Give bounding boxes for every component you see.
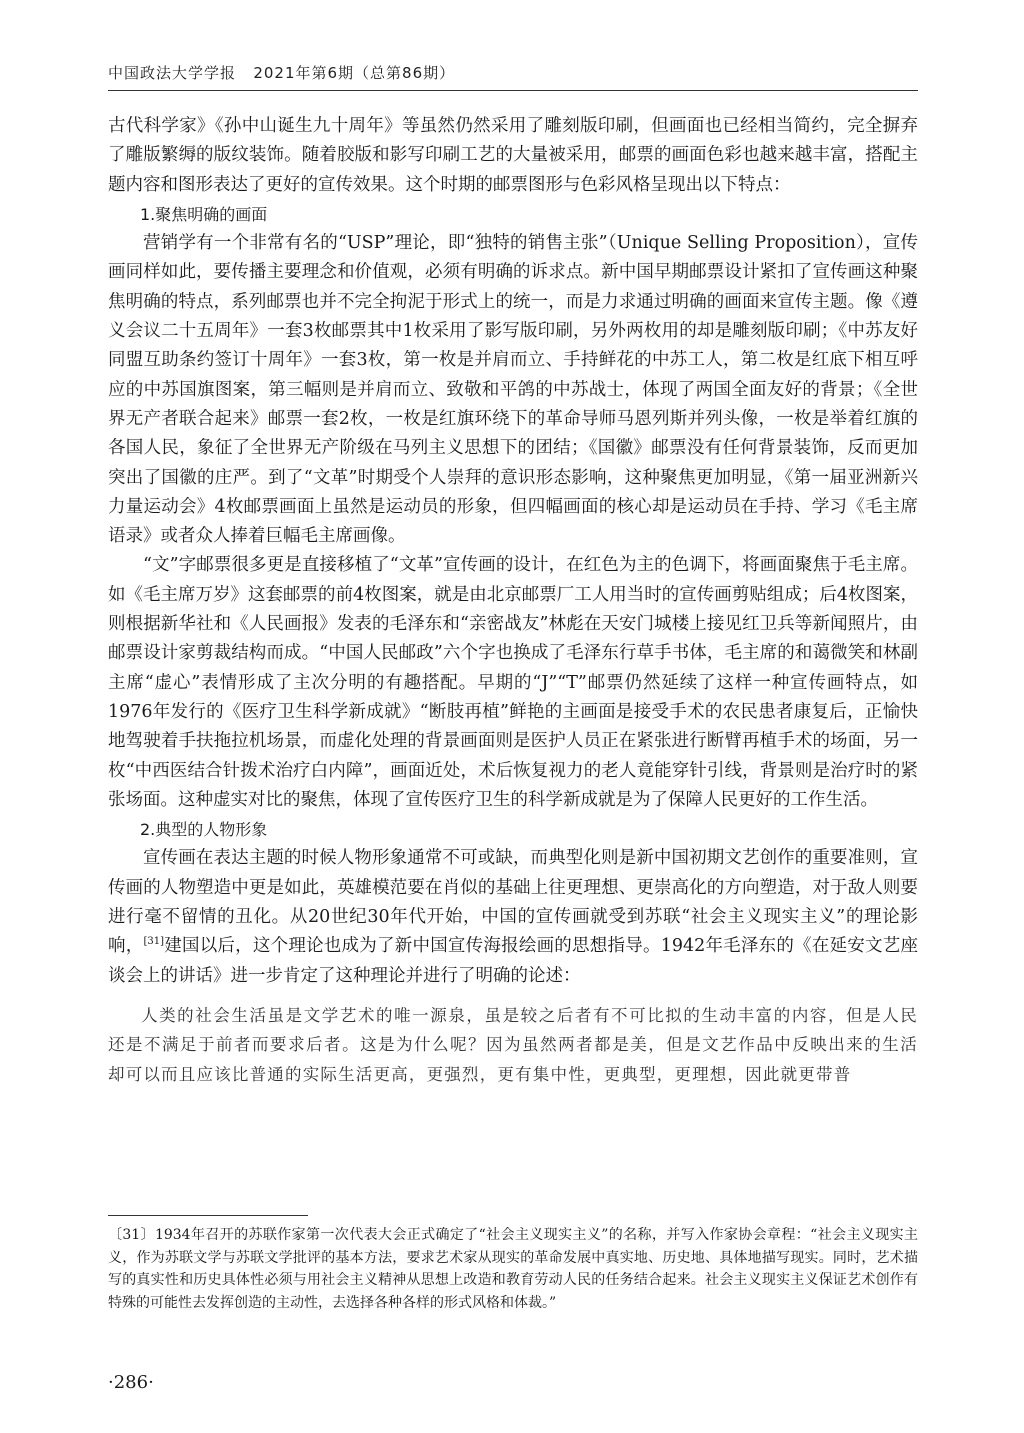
footnote-ref-31[interactable]: [31] [143,936,164,948]
subheading-1: 1.聚焦明确的画面 [140,204,268,224]
paragraph-4-text-b: 建国以后，这个理论也成为了新中国宣传海报绘画的思想指导。1942年毛泽东的《在延安文艺座谈会上的讲话》进一步肯定了这种理论并进行了明确的论述： [108,936,918,986]
paragraph-3: “文”字邮票很多更是直接移植了“文革”宣传画的设计，在红色为主的色调下，将画面聚焦于毛主席。如《毛主席万岁》这套邮票的前4枚图案，就是由北京邮票厂工人用当时的宣传画剪贴组成；后4枚图案，则根据新华社和《人民画报》发表的毛泽东和“亲密战友”林彪在天安门城楼上接见红卫兵等新闻照片，由邮票设计家剪裁结构而成。“中国人民邮政”六个字也换成了毛泽东行草手书体，毛主席的和蔼微笑和林副主席“虚心”表情形成了主次分明的有趣搭配。早期的“J”“T”邮票仍然延续了这样一种宣传画特点，如1976年发行的《医疗卫生科学新成就》“断肢再植”鲜艳的主画面是接受手术的农民患者康复后，正愉快地驾驶着手扶拖拉机场景，而虚化处理的背景画面则是医护人员正在紧张进行断臂再植手术的场面，另一枚“中西医结合针拨术治疗白内障”，画面近处，术后恢复视力的老人竟能穿针引线，背景则是治疗时的紧张场面。这种虚实对比的聚焦，体现了宣传医疗卫生的科学新成就是为了保障人民更好的工作生活。 [108,555,918,810]
header-rule [108,90,918,91]
subheading-2: 2.典型的人物形象 [140,820,268,840]
footnote-rule [108,1215,308,1216]
paragraph-4 [108,844,918,990]
page-number: ·286· [108,1372,154,1393]
block-quote: 人类的社会生活虽是文学艺术的唯一源泉，虽是较之后者有不可比拟的生动丰富的内容，但是人民还是不满足于前者而要求后者。这是为什么呢？因为虽然两者都是美，但是文艺作品中反映出来的生活却可以而且应该比普通的实际生活更高，更强烈，更有集中性，更典型，更理想，因此就更带普 [108,1005,918,1084]
footnote-31: 〔31〕1934年召开的苏联作家第一次代表大会正式确定了“社会主义现实主义”的名称，并写入作家协会章程：“社会主义现实主义，作为苏联文学与苏联文学批评的基本方法，要求艺术家从现实的革命发展中真实地、历史地、具体地描写现实。同时，艺术描写的真实性和历史具体性必须与用社会主义精神从思想上改造和教育劳动人民的任务结合起来。社会主义现实主义保证艺术创作有特殊的可能性去发挥创造的主动性，去选择各种各样的形式风格和体裁。” [108,1227,918,1311]
body-text [108,112,918,1089]
paragraph-2: 营销学有一个非常有名的“USP”理论，即“独特的销售主张”（Unique Selling Proposition），宣传画同样如此，要传播主要理念和价值观，必须有明确的诉求点。新中国早期邮票设计紧扣了宣传画这种聚焦明确的特点，系列邮票也并不完全拘泥于形式上的统一，而是力求通过明确的画面来宣传主题。像《遵义会议二十五周年》一套3枚邮票其中1枚采用了影写版印刷，另外两枚用的却是雕刻版印刷；《中苏友好同盟互助条约签订十周年》一套3枚，第一枚是并肩而立、手持鲜花的中苏工人，第二枚是红底下相互呼应的中苏国旗图案，第三幅则是并肩而立、致敬和平鸽的中苏战士，体现了两国全面友好的背景；《全世界无产者联合起来》邮票一套2枚，一枚是红旗环绕下的革命导师马恩列斯并列头像，一枚是举着红旗的各国人民，象征了全世界无产阶级在马列主义思想下的团结；《国徽》邮票没有任何背景装饰，反而更加突出了国徽的庄严。到了“文革”时期受个人崇拜的意识形态影响，这种聚焦更加明显，《第一届亚洲新兴力量运动会》4枚邮票画面上虽然是运动员的形象，但四幅画面的核心却是运动员在手持、学习《毛主席语录》或者众人捧着巨幅毛主席画像。 [108,233,918,547]
journal-name: 中国政法大学学报 [108,64,237,82]
issue-info: 2021年第6期（总第86期） [253,64,456,82]
running-header [108,62,918,83]
paragraph-1: 古代科学家》《孙中山诞生九十周年》等虽然仍然采用了雕刻版印刷，但画面也已经相当简约，完全摒弃了雕版繁缛的版纹装饰。随着胶版和影写印刷工艺的大量被采用，邮票的画面色彩也越来越丰富，搭配主题内容和图形表达了更好的宣传效果。这个时期的邮票图形与色彩风格呈现出以下特点： [108,116,918,195]
paragraph-4-text-a: 宣传画在表达主题的时候人物形象通常不可或缺，而典型化则是新中国初期文艺创作的重要准则，宣传画的人物塑造中更是如此，英雄模范要在肖似的基础上往更理想、更崇高化的方向塑造，对于敌人则要进行毫不留情的丑化。从20世纪30年代开始，中国的宣传画就受到苏联“社会主义现实主义”的理论影响， [108,848,918,957]
